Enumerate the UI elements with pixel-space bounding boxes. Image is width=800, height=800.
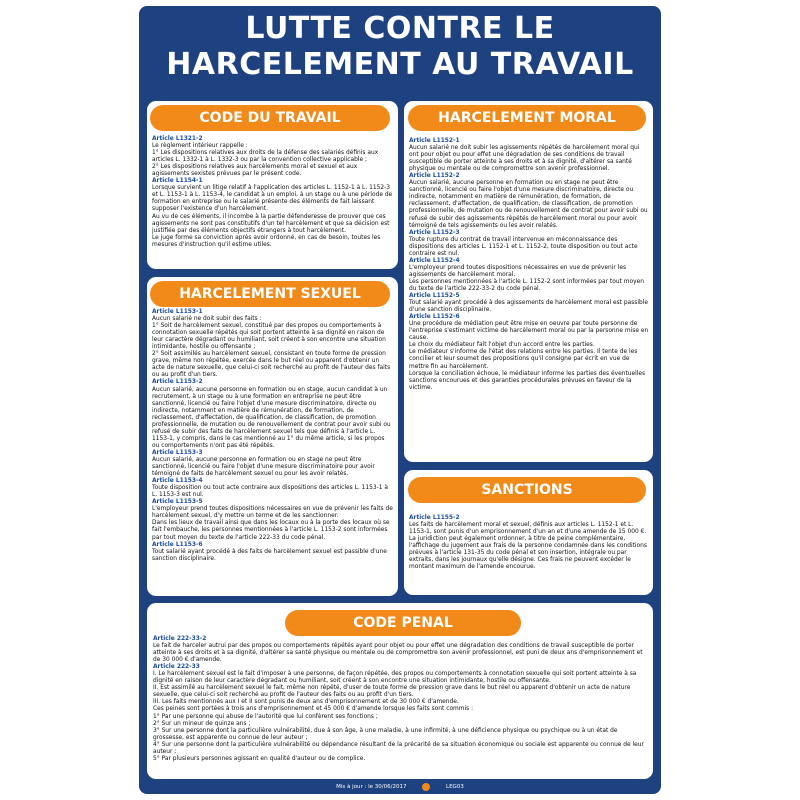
article-paragraph: 2° Les dispositions relatives aux harcèlements moral et sexuel et aux agissements sexistes prévues par le présent code.: [152, 164, 358, 178]
article-paragraph: Le fait de harceler autrui par des propos ou comportements répétés ayant pour objet ou pour effet une dégradation des conditions de travail susceptible de porter atteinte à ses droits et à sa dignité, d'altérer sa santé physique ou mentale ou de compromettre son avenir professionnel, est puni de deux ans d'emprisonnement et de 30 000 € d'amende.: [153, 643, 643, 664]
article-paragraph: Aucun salarié, aucune personne en formation ou en stage ne peut être sanctionné, licencié ou faire l'objet d'une mesure discriminatoire, directe ou indirecte, notamment en matière de rémunération, de formation, de reclassement, d'affectation, de qualification, de classification, de promotion professionnelle, de mutation ou de renouvellement de contrat pour avoir subi ou refusé de subir des agissements répétés de harcèlement moral ou pour avoir témoigné de tels agissements ou les avoir relatés.: [409, 180, 648, 229]
article-paragraph: Aucun salarié ne doit subir des faits :: [152, 316, 262, 323]
article-title: Article 222-33: [153, 664, 200, 671]
title-line-1: LUTTE CONTRE LE: [245, 11, 555, 46]
harcelement-sexuel-heading: HARCELEMENT SEXUEL: [150, 281, 390, 307]
article-title: Article L1152-5: [409, 293, 460, 300]
harcelement-moral-body: [409, 138, 649, 392]
article-title: Article L1155-2: [409, 515, 460, 521]
harcelement-sexuel-panel: [147, 277, 398, 596]
article-paragraph: Aucun salarié, aucune personne en formation ou en stage, aucun candidat à un recrutement, à un stage ou à une formation en entreprise ne peut être sanctionné, licencié ou faire l'objet d'une mesure discriminatoire, directe ou indirecte, notamment en matière de rémunération, de formation, de reclassement, d'affectation, de qualification, de classification, de promotion professionnelle, de mutation ou de renouvellement de contrat pour avoir subi ou refusé de subir des faits de harcèlement sexuel tels que définis à l'article L. 1153-1, y compris, dans le cas mentionné au 1° du même article, si les propos ou comportements n'ont pas été répétés.: [152, 386, 391, 449]
article-paragraph: Le juge forme sa conviction après avoir ordonné, en cas de besoin, toutes les mesures d'instruction qu'il estime utiles.: [152, 234, 381, 248]
footer-code: LEG03: [446, 784, 464, 790]
article-paragraph: L'employeur prend toutes dispositions nécessaires en vue de prévenir les agissements de harcèlement moral.: [409, 264, 627, 278]
article-paragraph: 1° Les dispositions relatives aux droits de la défense des salariés définis aux articles L. 1332-1 à L. 1332-3 ou par la convention collective applicable ;: [152, 150, 379, 164]
article-title: Article L1154-1: [152, 178, 203, 185]
article-paragraph: Au vu de ces éléments, il incombe à la partie défenderesse de prouver que ces agissements ne sont pas constitutifs d'un tel harcèlement et que sa décision est justifiée par des éléments objectifs étrangers à tout harcèlement.: [152, 213, 390, 234]
article-paragraph: Toute disposition ou tout acte contraire aux dispositions des articles L. 1153-1 à L. 1153-3 est nul.: [152, 485, 388, 499]
article-title: Article L1153-1: [152, 309, 203, 315]
article-title: Article L1153-4: [152, 478, 203, 485]
article-title: Article L1152-3: [409, 229, 460, 236]
article-paragraph: La juridiction peut également ordonner, à titre de peine complémentaire, l'affichage du jugement aux frais de la personne condamnée dans les conditions prévues à l'article 131-35 du code pénal et son insertion, intégrale ou par extraits, dans les journaux qu'elle désigne. Ces frais ne peuvent excéder le montant maximum de l'amende encourue.: [409, 536, 647, 571]
title-line-2: HARCELEMENT AU TRAVAIL: [166, 47, 634, 82]
code-penal-panel: [147, 603, 653, 779]
article-paragraph: Tout salarié ayant procédé à des faits de harcèlement sexuel est passible d'une sanction disciplinaire.: [152, 548, 387, 562]
article-paragraph: 4° Sur une personne dont la particulière vulnérabilité ou dépendance résultant de la précarité de sa situation économique ou sociale est apparente ou connue de leur auteur ;: [153, 741, 644, 755]
article-paragraph: 1° Soit de harcèlement sexuel, constitué par des propos ou comportements à connotation sexuelle répétés qui soit portent atteinte à sa dignité en raison de leur caractère dégradant ou humiliant, soit créent à son encontre une situation intimidante, hostile ou offensante ;: [152, 323, 386, 351]
code-travail-heading: CODE DU TRAVAIL: [150, 105, 390, 131]
sanctions-body: [409, 515, 649, 571]
brand-logo-icon: [422, 783, 430, 791]
article-paragraph: 3° Sur une personne dont la particulière vulnérabilité, due à son âge, à une maladie, à une infirmité, à une déficience physique ou psychique ou à un état de grossesse, est apparente ou connue de leur auteur ;: [153, 727, 618, 741]
poster-title: [141, 8, 659, 84]
article-paragraph: Les personnes mentionnées à l'article L. 1152-2 sont informées par tout moyen du texte de l'article 222-33-2 du code pénal.: [409, 278, 644, 292]
code-travail-panel: [147, 101, 398, 269]
article-title: Article L1153-5: [152, 499, 203, 506]
article-title: Article L1152-4: [409, 257, 460, 264]
article-paragraph: Le médiateur s'informe de l'état des relations entre les parties. Il tente de les concilier et leur soumet des propositions qu'il consigne par écrit en vue de mettre fin au harcèlement.: [409, 349, 638, 370]
article-paragraph: Tout salarié ayant procédé à des agissements de harcèlement moral est passible d'une sanction disciplinaire.: [409, 300, 648, 314]
article-title: Article L1152-1: [409, 138, 460, 144]
article-paragraph: Le choix du médiateur fait l'objet d'un accord entre les parties.: [409, 342, 595, 349]
article-paragraph: Le règlement intérieur rappelle :: [152, 143, 248, 150]
article-title: Article L1321-2: [152, 136, 203, 142]
article-title: Article L1153-2: [152, 379, 203, 386]
harcelement-moral-heading: HARCELEMENT MORAL: [408, 105, 646, 131]
article-paragraph: III. Les faits mentionnés aux I et II sont punis de deux ans d'emprisonnement et de 30 000 € d'amende.: [153, 699, 459, 706]
article-paragraph: 5° Par plusieurs personnes agissant en qualité d'auteur ou de complice.: [153, 755, 366, 762]
footer-updated: Mis à jour : le 30/06/2017: [336, 784, 407, 790]
article-paragraph: Les faits de harcèlement moral et sexuel, définis aux articles L. 1152-1 et L. 1153-1, sont punis d'un emprisonnement d'un an et d'une amende de 15 000 €.: [409, 522, 647, 536]
article-paragraph: II. Est assimilé au harcèlement sexuel le fait, même non répété, d'user de toute forme de pression grave dans le but réel ou apparent d'obtenir un acte de nature sexuelle, que celui-ci soit recherché au profit de l'auteur des faits ou au profit d'un tiers.: [153, 685, 631, 699]
article-paragraph: Aucun salarié ne doit subir les agissements répétés de harcèlement moral qui ont pour objet ou pour effet une dégradation de ses conditions de travail susceptible de porter atteinte à ses droits et à sa dignité, d'altérer sa santé physique ou mentale ou de compromettre son avenir professionnel.: [409, 145, 640, 173]
article-paragraph: 2° Soit assimilés au harcèlement sexuel, consistant en toute forme de pression grave, même non répétée, exercée dans le but réel ou apparent d'obtenir un acte de nature sexuelle, que celui-ci soit recherché au profit de l'auteur des faits ou au profit d'un tiers.: [152, 351, 391, 379]
article-paragraph: Aucun salarié, aucune personne en formation ou en stage ne peut être sanctionné, licencié ou faire l'objet d'une mesure discriminatoire pour avoir témoigné de faits de harcèlement sexuel ou pour les avoir relatés.: [152, 456, 375, 478]
article-paragraph: Toute rupture du contrat de travail intervenue en méconnaissance des dispositions des articles L. 1152-1 et L. 1152-2, toute disposition ou tout acte contraire est nul.: [409, 236, 638, 257]
article-paragraph: Dans les lieux de travail ainsi que dans les locaux ou à la porte des locaux où se fait l'embauche, les personnes mentionnées à l'article L. 1153-2 sont informées par tout moyen du texte de l'article 222-33 du code pénal.: [152, 520, 390, 541]
code-penal-heading: CODE PENAL: [285, 610, 521, 636]
harcelement-sexuel-body: [152, 309, 393, 563]
code-travail-body: [152, 136, 393, 249]
article-title: Article L1153-6: [152, 541, 203, 548]
sanctions-heading: SANCTIONS: [408, 477, 646, 503]
article-title: Article 222-33-2: [153, 636, 207, 642]
article-title: Article L1152-6: [409, 314, 460, 321]
article-paragraph: Lorsque survient un litige relatif à l'application des articles L. 1152-1 à L. 1152-3 et L. 1153-1 à L. 1153-4, le candidat à un emploi, à un stage ou à une période de formation en entreprise ou le salarié présente des éléments de fait laissant supposer l'existence d'un harcèlement.: [152, 185, 393, 213]
article-paragraph: Une procédure de médiation peut être mise en oeuvre par toute personne de l'entreprise s'estimant victime de harcèlement moral ou par la personne mise en cause.: [409, 321, 649, 342]
harcelement-moral-panel: [404, 101, 653, 462]
article-paragraph: Lorsque la conciliation échoue, le médiateur informe les parties des éventuelles sanctions encourues et des garanties procédurales prévues en faveur de la victime.: [409, 370, 646, 391]
sanctions-panel: [404, 470, 653, 595]
footer: [141, 781, 659, 793]
article-paragraph: Ces peines sont portées à trois ans d'emprisonnement et 45 000 € d'amende lorsque les faits sont commis :: [153, 706, 474, 713]
code-penal-body: [153, 636, 647, 763]
article-paragraph: I. Le harcèlement sexuel est le fait d'imposer à une personne, de façon répétée, des propos ou comportements à connotation sexuelle qui soit portent atteinte à sa dignité en raison de leur caractère dégradant ou humiliant, soit créent à son encontre une situation intimidante, hostile ou offensante.: [153, 671, 637, 685]
article-paragraph: L'employeur prend toutes dispositions nécessaires en vue de prévenir les faits de harcèlement sexuel, d'y mettre un terme et de les sanctionner.: [152, 506, 393, 520]
article-paragraph: 1° Par une personne qui abuse de l'autorité que lui confèrent ses fonctions ;: [153, 713, 378, 720]
article-title: Article L1153-3: [152, 449, 203, 456]
article-paragraph: 2° Sur un mineur de quinze ans ;: [153, 720, 251, 727]
article-title: Article L1152-2: [409, 173, 460, 180]
